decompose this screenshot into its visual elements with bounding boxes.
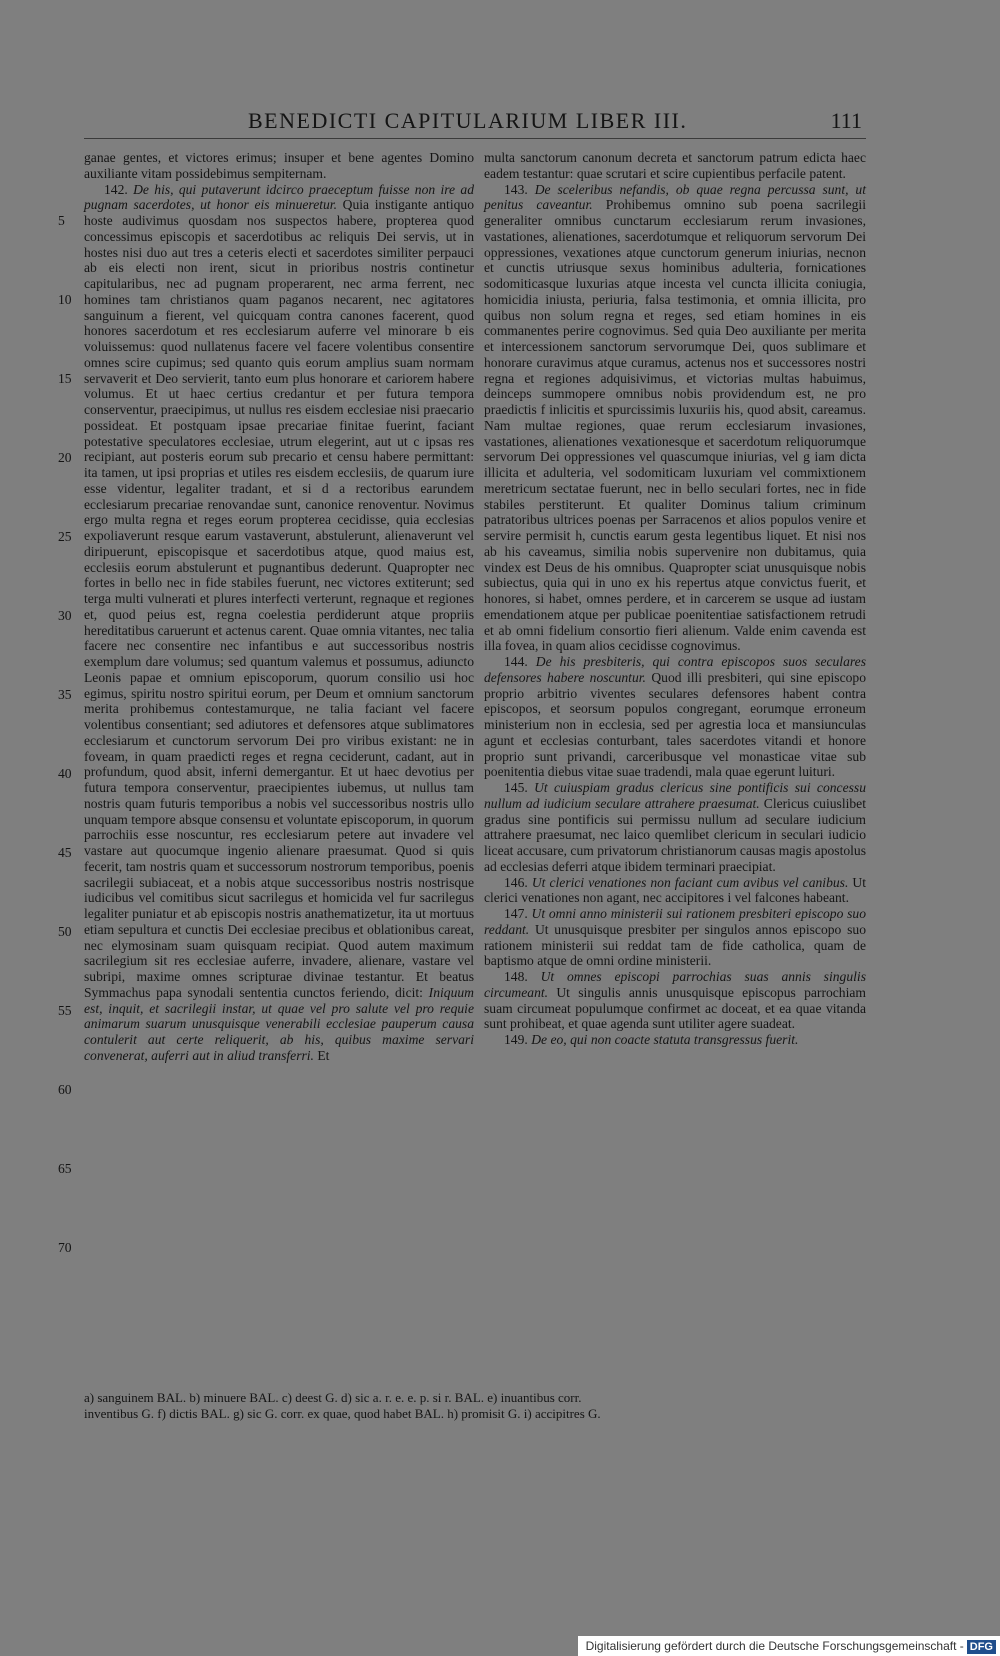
- quotation: Iniquum est, inquit, et sacrilegii instar, ut quae vel pro salute vel pro requie animarum suarum unusquisque venerabili ecclesiae pauperum causa contulerit aut certe reliquerit, ab his, quibus maxime servari convenerat, auferri aut in aliud transferri.: [84, 984, 474, 1063]
- chapter-text: Quia instigante antiquo hoste audivimus quosdam nos suspectos habere, propterea quod concessimus episcopis et sacerdotibus ac reliquis Dei servis, ut in hostes nisi duo aut tres a ceteris electi et sacerdotes similiter perpauci ab eis electi non irent, sicut in prioribus nostris continetur capitularibus, nec ad pugnam properarent, nec arma ferrent, nec homines tam christianos quam paganos necarent, nec agitatores sanguinum a fierent, vel quicquam contra canones facerent, quod honores sacerdotum et res ecclesiarum auferre vel minorare b eis voluissemus: quod nullatenus facere vel facere volentibus consentire omnes scire cupimus; sed quanto quis eorum amplius suam normam servaverit et Deo servierit, tanto eum plus honorare et cariorem habere volumus. Et ut haec certius credantur et per futura tempora conserventur, praecipimus, ut nullus res eisdem ecclesiae nisi praecario possideat. Et postquam ipsae precariae finitae fuerint, faciant potestative speculatores ecclesiae, utrum elegerint, aut ut c ipsas res recipiant, aut posteris eorum sub precario et censu habere permittant: ita tamen, ut ipsi proprias et utiles res eisdem ecclesiis, de quarum iure esse videntur, legaliter tradant, et si d a rectoribus earundem ecclesiarum precariae renovandae sunt, canonice renoventur. Novimus ergo multa regna et reges eorum propterea cecidisse, quia ecclesias expoliaverunt resque earum vastaverunt, abstulerunt, alienaverunt vel diripuerunt, episcopisque et sacerdotibus atque, quod maius est, ecclesiis eorum abstulerunt et pugnantibus dederunt. Quapropter nec fortes in bello nec in fide stabiles fuerunt, nec victores extiterunt; sed terga multi vulnerati et plures interfecti verterunt, regnaque et regiones et, quod peius est, regna coelestia perdiderunt atque propriis hereditatibus caruerunt et actenus carent. Quae omnia vitantes, nec talia facere nec consentire nec infantibus e aut successoribus nostris exemplum dare volumus; sed quantum valemus et possumus, adiuncto Leonis papae et omnium episcoporum, quorum consilio usi hoc egimus, spiritu nostro spiritui eorum, per Deum et omnium sanctorum merita prohibemus contestamurque, ne talia faciant vel facere volentibus consentiant; sed adiutores et defensores atque sublimatores ecclesiarum et cunctorum servorum Dei pro viribus existant: ne in foveam, in quam praedicti reges et regna ceciderunt, cadant, aut in profundum, quod absit, inferni demergantur. Et ut haec devotius per futura tempora conserventur, praecipientes iubemus, ut nullus tam nostris quam futuris temporibus a nobis vel successoribus nostris ullo unquam tempore absque consensu et voluntate episcoporum, in quorum parrochiis esse noscuntur, res ecclesiarum petere aut invadere vel vastare aut quocumque ingenio alienare praesumat. Quod si quis fecerit, tam nostris quam et successorum nostrorum temporibus, poenis sacrilegii subiaceat, et a nobis atque successoribus nostris nostrisque iudicibus vel comitibus sicut sacrilegus et homicida vel fur sacrilegus legaliter puniatur et ab episcopis nostris anathematizetur, ita ut mortuus etiam sepultura et cunctis Dei ecclesiae precibus et oblationibus careat, nec elymosinam suam quisquam recipiat. Quod autem maximum sacrilegium sit res ecclesiae auferre, invadere, alienare, vastare vel subripi, maxime omnes scripturae divinae testantur. Et beatus Symmachus papa synodali sententia cunctos feriendo, dicit:: [84, 197, 474, 1000]
- paragraph: ganae gentes, et victores erimus; insuper et bene agentes Domino auxiliante vitam possidebimus sempiternam.: [84, 150, 474, 181]
- chapter-143: [484, 182, 866, 655]
- chapter-145: [484, 780, 866, 875]
- line-number: 60: [58, 1082, 72, 1097]
- line-number: 35: [58, 687, 72, 702]
- left-column: [84, 150, 474, 1064]
- chapter-144: [484, 654, 866, 780]
- chapter-rubric: Ut omnes episcopi parrochias suas annis singulis circumeant.: [484, 969, 866, 1000]
- line-number: 40: [58, 766, 72, 781]
- chapter-146: [484, 875, 866, 907]
- chapter-number: 148.: [504, 969, 528, 984]
- running-title: BENEDICTI CAPITULARIUM LIBER III.: [248, 108, 688, 133]
- footnotes: [84, 1390, 866, 1422]
- chapter-number: 143.: [504, 181, 528, 197]
- chapter-text: Prohibemus omnino sub poena sacrilegii generaliter omnibus cunctarum ecclesiarum rerum invasiones, vastationes, alienationes, sacerdotumque et reliquorum servorum Dei oppressiones, vexationes atque cunctorum generum iniurias, necnon et cunctis utriusque sexus hominibus adulteria, fornicationes sodomiticasque luxurias atque incesta vel cuncta illicita coniugia, homicidia iniusta, periuria, falsa testimonia, et omnia illicita, pro quibus non solum regna et reges, sed etiam homines in eis commanentes perire cognovimus. Sed quia Deo auxiliante per merita et intercessionem sanctorum servorumque Dei, quos sublimare et honorare curavimus atque curamus, actenus nos et successores nostri regna et regiones adquisivimus, et victorias multas habuimus, deinceps summopere omnibus nobis providendum est, ne pro praedictis f inlicitis et spurcissimis luxuriis his, quod absit, careamus. Nam multae regiones, quae rerum ecclesiarum invasiones, vastationes, alienationes vexationesque et sacerdotum reliquorumque servorum Dei oppressiones vel quascumque iniurias, vel g iam dicta illicita et adulteria, vel sodomiticam luxuriam vel commixtionem meretricum sectatae fuerunt, nec in bello seculari fortes, nec in fide stabiles perstiterunt. Et qualiter Dominus talium criminum patratoribus ultrices poenas per Sarracenos et alios populos venire et servire permisit h, cunctis earum gesta legentibus liquet. Et nisi nos ab his caveamus, similia nobis supervenire non dubitamus, quia vindex est Deus de his omnibus. Quapropter sciat unusquisque nobis subiectus, quia qui in uno ex his repertus atque convictus fuerit, et honores, si habet, omnes perdere, et in carcerem se usque ad iustam emendationem atque per publicae poenitentiae satisfactionem retrudi et ab omni fidelium consortio fieri alienum. Valde enim cavenda est illa fovea, in quam alios cecidisse cognovimus.: [484, 197, 866, 654]
- footnote-line: inventibus G. f) dictis BAL. g) sic G. corr. ex quae, quod habet BAL. h) promisit G. i) accipitres G.: [84, 1406, 601, 1421]
- paragraph: multa sanctorum canonum decreta et sanctorum patrum edicta haec eadem testantur: quae scrutari et scire cupientibus perfacile patent.: [484, 150, 866, 181]
- chapter-text: Quod illi presbiteri, qui sine episcopo proprio arbitrio viventes seculares defensores habent contra episcopos, et seorsum populos congregant, eorumque erroneum ministerium non in ecclesia, sed per agrestia loca et mansiunculas agunt et ecclesias conturbant, tales sacerdotes vitandi et honore proprio sunt privandi, carceribusque vel monasticae vitae sub poenitentia diebus vitae suae tradendi, mala quae egerunt luituri.: [484, 669, 866, 780]
- chapter-147: [484, 906, 866, 969]
- chapter-number: 149.: [504, 1032, 528, 1047]
- chapter-text: Ut unusquisque presbiter per singulos annos episcopo suo rationem ministerii sui reddat tam de fide catholica, quam de baptismo atque de omni ordine ministerii.: [484, 921, 866, 969]
- line-number: 20: [58, 450, 72, 465]
- chapter-rubric: Ut cuiuspiam gradus clericus sine pontificis sui concessu nullum ad iudicium seculare attrahere praesumat.: [484, 780, 866, 811]
- chapter-rubric: De his presbiteris, qui contra episcopos suos seculares defensores habere noscuntur.: [484, 654, 866, 685]
- line-number: 5: [58, 213, 65, 228]
- page-header: [0, 108, 1000, 138]
- line-number: 45: [58, 845, 72, 860]
- chapter-number: 146.: [504, 874, 528, 890]
- line-number: 50: [58, 924, 72, 939]
- chapter-149: [484, 1032, 866, 1048]
- chapter-text: Clericus cuiuslibet gradus sine pontificis sui permissu nullum ad seculare iudicium attrahere praesumat, nec laico quemlibet clericum in seculari iudicio liceat accusare, cum privatorum christianorum causas magis apostolus ad ecclesias deferri atque ibidem terminari praecipiat.: [484, 795, 867, 874]
- chapter-rubric: De eo, qui non coacte statuta transgressus fuerit.: [531, 1032, 799, 1047]
- line-number: 30: [58, 608, 72, 623]
- line-number-gutter: [58, 150, 82, 1330]
- digitization-credit[interactable]: [578, 1636, 1000, 1656]
- chapter-rubric: De sceleribus nefandis, ob quae regna percussa sunt, ut penitus caveantur.: [484, 181, 866, 213]
- chapter-rubric: De his, qui putaverunt idcirco praeceptum fuisse non ire ad pugnam sacerdotes, ut honor eis minueretur.: [84, 181, 474, 213]
- credit-text: Digitalisierung gefördert durch die Deutsche Forschungsgemeinschaft -: [585, 1639, 964, 1653]
- line-number: 25: [58, 529, 72, 544]
- line-number: 70: [58, 1240, 72, 1255]
- chapter-text: Ut clerici venationes non agant, nec accipitores i vel falcones habeant.: [484, 874, 867, 906]
- header-rule: [84, 138, 866, 139]
- right-column: [484, 150, 866, 1048]
- footnote-line: a) sanguinem BAL. b) minuere BAL. c) deest G. d) sic a. r. e. e. p. si r. BAL. e) inuantibus corr.: [84, 1390, 582, 1405]
- dfg-logo: DFG: [967, 1640, 996, 1654]
- chapter-rubric: Ut clerici venationes non faciant cum avibus vel canibus.: [531, 874, 849, 890]
- chapter-number: 145.: [504, 780, 528, 795]
- line-number: 10: [58, 292, 72, 307]
- chapter-number: 147.: [504, 906, 528, 921]
- chapter-rubric: Ut omni anno ministerii sui rationem presbiteri episcopo suo reddant.: [484, 906, 866, 937]
- chapter-text: Ut singulis annis unusquisque episcopus parrochiam suam circumeat populumque confirmet ac doceat, et ea quae vitanda sunt prohibeat, et quae agenda sunt utiliter agere suadeat.: [484, 984, 866, 1032]
- line-number: 65: [58, 1161, 72, 1176]
- page-number: 111: [830, 108, 862, 133]
- chapter-text-end: Et: [317, 1047, 330, 1063]
- chapter-142: [84, 182, 474, 1064]
- line-number: 55: [58, 1003, 72, 1018]
- chapter-number: 142.: [104, 181, 128, 197]
- chapter-148: [484, 969, 866, 1032]
- chapter-number: 144.: [504, 654, 528, 669]
- line-number: 15: [58, 371, 72, 386]
